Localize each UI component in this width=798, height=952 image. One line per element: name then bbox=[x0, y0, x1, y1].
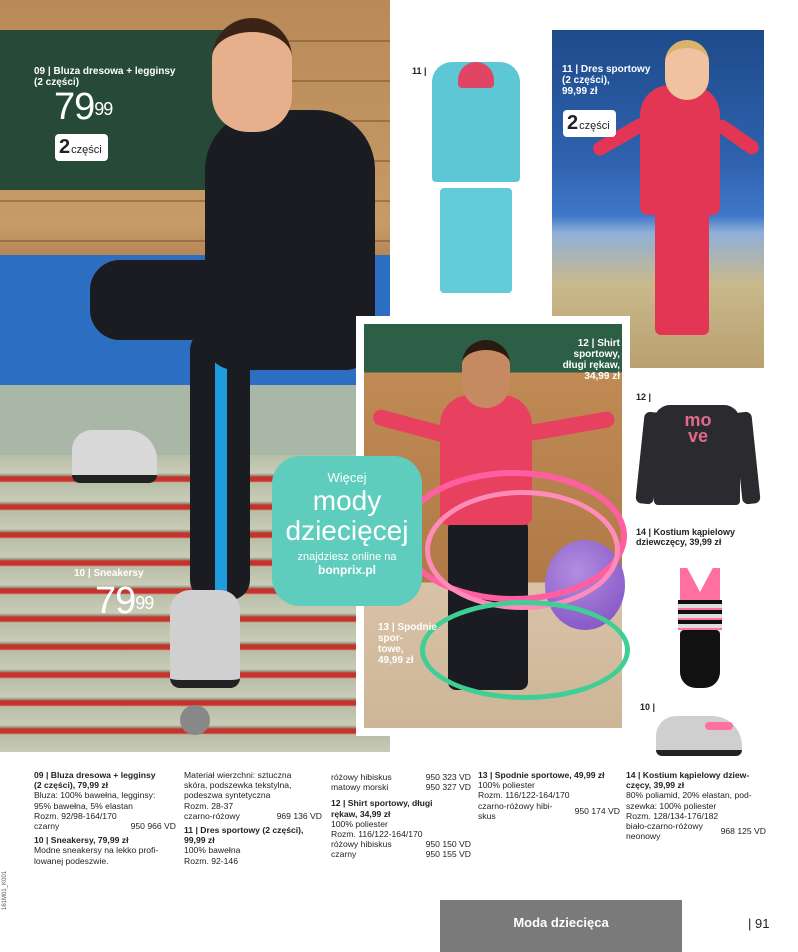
page-number: | 91 bbox=[748, 916, 770, 931]
model-hoodie bbox=[205, 110, 375, 370]
catalog-code: 161M01_K001 bbox=[2, 870, 8, 910]
color: różowy hibiskus bbox=[331, 839, 392, 850]
tag-11-badge bbox=[563, 110, 616, 137]
promo-line4: znajdziesz online na bbox=[297, 551, 397, 563]
item09-badge bbox=[55, 134, 108, 161]
color: czarny bbox=[331, 849, 357, 860]
title-11: 11 | Dres sportowy (2 części), 99,99 zł bbox=[184, 825, 304, 846]
item09-label: 09 | Bluza dresowa + legginsy (2 części) bbox=[34, 66, 176, 88]
desc-14: 80% poliamid, 20% elastan, pod- szewka: 100% poliester Rozm. 128/134-176/182 bbox=[626, 790, 752, 821]
promo-line2: mody bbox=[312, 485, 382, 516]
title-12: 12 | Shirt sportowy, długi rękaw, 34,99 zł bbox=[331, 798, 433, 819]
product-code: 968 125 VD bbox=[720, 826, 766, 837]
product-code: 950 155 VD bbox=[425, 849, 471, 860]
details-col4 bbox=[478, 770, 620, 821]
item10-price-main: 79 bbox=[95, 580, 136, 622]
product-code: 950 174 VD bbox=[574, 805, 620, 816]
red-model-legs bbox=[655, 210, 709, 335]
promo-line3: dziecięcej bbox=[285, 515, 409, 546]
tag-13-photo: 13 | Spodnie spor- towe, 49,99 zł bbox=[378, 622, 437, 666]
model-sneaker-right bbox=[170, 590, 240, 688]
item09-price-main: 79 bbox=[54, 86, 95, 128]
hoop-model-head bbox=[462, 340, 510, 408]
desc-09: Bluza: 100% bawełna, legginsy: 95% bawełna, 5% elastan Rozm. 92/98-164/170 bbox=[34, 790, 156, 821]
section-tab[interactable]: Moda dziecięca bbox=[440, 900, 682, 952]
variant-13 bbox=[478, 801, 620, 821]
item09-price-cents: 99 bbox=[94, 99, 113, 119]
color: różowy hibiskus bbox=[331, 772, 392, 782]
title-13: 13 | Spodnie sportowe, 49,99 zł bbox=[478, 770, 605, 780]
details-col3 bbox=[331, 772, 471, 860]
tag-11: 11 | bbox=[412, 66, 427, 76]
product-code: 950 323 VD bbox=[425, 772, 471, 782]
tag-11-photo: 11 | Dres sportowy (2 części), 99,99 zł bbox=[562, 64, 651, 97]
badge-text: części bbox=[579, 120, 610, 132]
variant-12b bbox=[331, 849, 471, 859]
red-model-jacket bbox=[640, 85, 720, 215]
promo-line1: Więcej bbox=[327, 470, 367, 485]
swimsuit-stripes bbox=[678, 600, 722, 630]
hula-hoop bbox=[420, 600, 630, 700]
product-code: 969 136 VD bbox=[276, 810, 322, 821]
color: biało-czarno-różowy neonowy bbox=[626, 821, 703, 842]
details-col2 bbox=[184, 770, 322, 866]
tag-14: 14 | Kostium kąpielowy dziewczęcy, 39,99 zł bbox=[636, 527, 736, 547]
variant-09 bbox=[34, 821, 176, 831]
tag-12: 12 | bbox=[636, 392, 652, 402]
color: czarny bbox=[34, 821, 60, 832]
item10-label: 10 | Sneakersy bbox=[74, 568, 144, 579]
model-head bbox=[212, 18, 292, 132]
details-col5 bbox=[626, 770, 766, 841]
badge-number: 2 bbox=[59, 136, 71, 158]
desc-10: Modne sneakersy na lekko profi- lowanej podeszwie. bbox=[34, 845, 159, 866]
badge-text: części bbox=[71, 144, 102, 156]
shirt-print: mo ve bbox=[684, 410, 712, 446]
model-sneaker-left bbox=[72, 430, 157, 483]
desc-10b: Materiał wierzchni: sztuczna skóra, podszewka tekstylna, podeszwa syntetyczna Rozm. 28-37 bbox=[184, 770, 292, 811]
details-col1 bbox=[34, 770, 176, 866]
promo-url[interactable]: bonprix.pl bbox=[318, 563, 376, 577]
variant-10 bbox=[184, 811, 322, 821]
item10-price bbox=[95, 582, 153, 620]
tracksuit-pants bbox=[440, 188, 512, 293]
product-code: 950 150 VD bbox=[425, 839, 471, 850]
variant-14 bbox=[626, 821, 766, 841]
promo-box[interactable] bbox=[272, 456, 422, 606]
variant-12a bbox=[331, 839, 471, 849]
red-model-head bbox=[665, 40, 709, 100]
desc-11: 100% bawełna Rozm. 92-146 bbox=[184, 845, 241, 866]
hula-hoop bbox=[425, 490, 620, 610]
badge-number: 2 bbox=[567, 112, 579, 134]
desc-12: 100% poliester Rozm. 116/122-164/170 bbox=[331, 818, 423, 840]
color: czarno-różowy bbox=[184, 810, 240, 821]
variant-11b bbox=[331, 782, 471, 792]
variant-11a bbox=[331, 772, 471, 782]
item09-price bbox=[54, 88, 112, 126]
tag-12-photo: 12 | Shirt sportowy, długi rękaw, 34,99 zł bbox=[562, 338, 620, 382]
bench-wheel bbox=[180, 705, 210, 735]
sneaker-accent bbox=[705, 722, 733, 730]
title-14: 14 | Kostium kąpielowy dziew- częcy, 39,99 zł bbox=[626, 770, 750, 791]
title-10: 10 | Sneakersy, 79,99 zł bbox=[34, 835, 129, 846]
title-09: 09 | Bluza dresowa + legginsy (2 części), 79,99 zł bbox=[34, 770, 156, 791]
color: matowy morski bbox=[331, 782, 389, 793]
color: czarno-różowy hibi- skus bbox=[478, 800, 553, 821]
leggings-stripe bbox=[215, 345, 227, 595]
product-code: 950 966 VD bbox=[130, 821, 176, 832]
swimsuit-body bbox=[680, 630, 720, 688]
tag-10: 10 | bbox=[640, 702, 656, 712]
desc-13: 100% poliester Rozm. 116/122-164/170 bbox=[478, 780, 570, 801]
product-code: 950 327 VD bbox=[425, 782, 471, 793]
item10-price-cents: 99 bbox=[135, 593, 154, 613]
